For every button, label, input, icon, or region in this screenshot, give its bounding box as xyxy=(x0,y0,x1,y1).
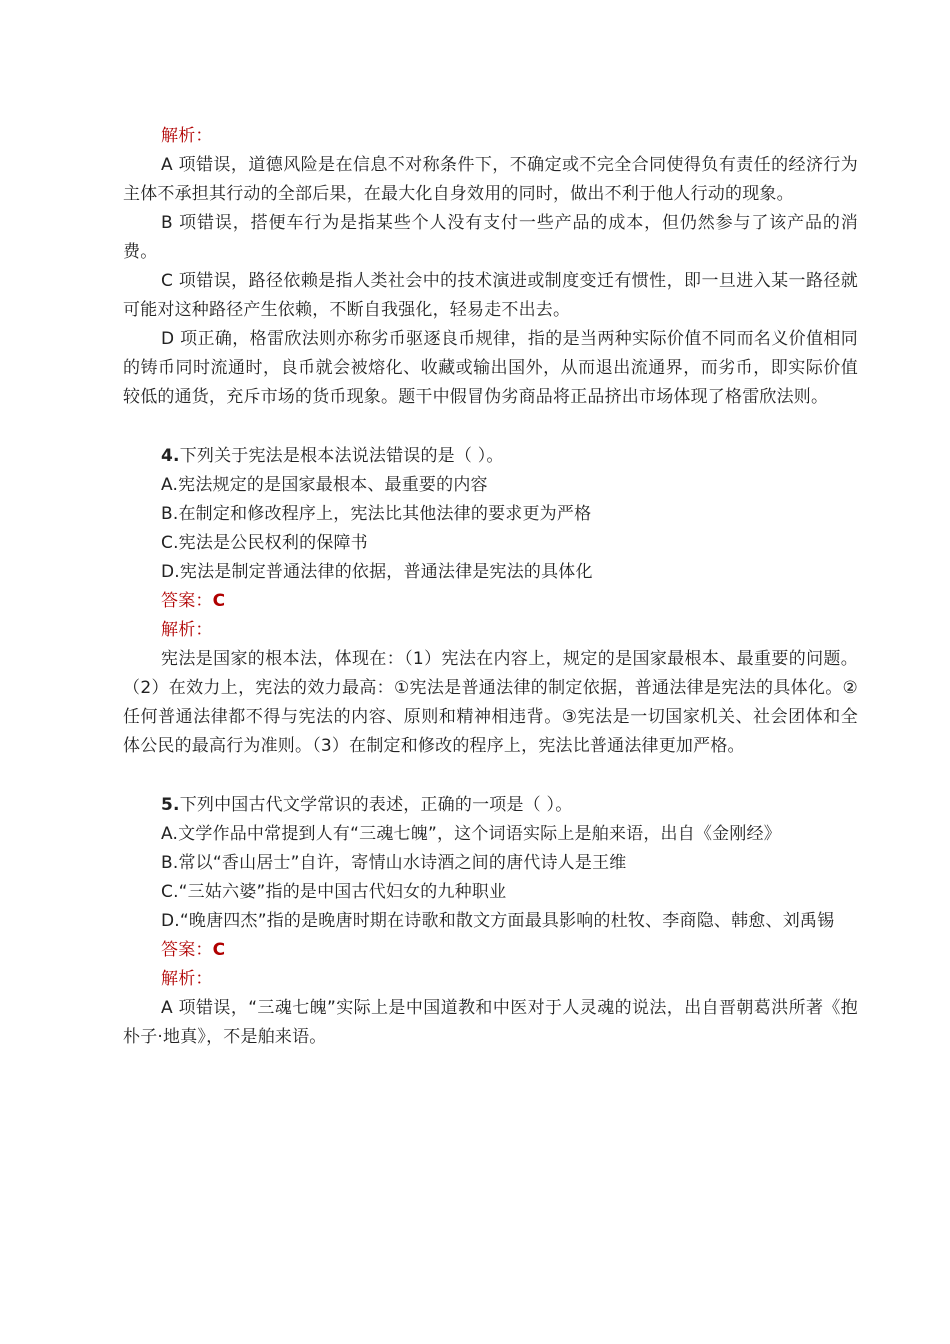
question-4-analysis-label: 解析： xyxy=(161,620,213,640)
question-text: 下列关于宪法是根本法说法错误的是（ ）。 xyxy=(179,446,504,466)
question-5-option-a: A.文学作品中常提到人有“三魂七魄”，这个词语实际上是舶来语，出自《金刚经》 xyxy=(161,824,781,844)
question-number: 4. xyxy=(161,446,180,466)
question-5-analysis: A 项错误，“三魂七魄”实际上是中国道教和中医对于人灵魂的说法，出自晋朝葛洪所著《抱朴子·地真》，不是舶来语。 xyxy=(123,998,858,1047)
question-4-answer xyxy=(123,587,858,616)
document-content xyxy=(123,122,858,1052)
question-4-option-d: D.宪法是制定普通法律的依据，普通法律是宪法的具体化 xyxy=(161,562,593,582)
question-text: 下列中国古代文学常识的表述，正确的一项是（ ）。 xyxy=(179,795,573,815)
question-5-option-c: C.“三姑六婆”指的是中国古代妇女的九种职业 xyxy=(161,882,507,902)
question-5-stem xyxy=(123,791,858,820)
question-4-option-c: C.宪法是公民权利的保障书 xyxy=(161,533,368,553)
question-4-option-a: A.宪法规定的是国家最根本、最重要的内容 xyxy=(161,475,488,495)
answer-label: 答案： xyxy=(161,940,213,960)
analysis-label: 解析： xyxy=(161,126,213,146)
spacer xyxy=(123,412,858,442)
analysis-paragraph-c: C 项错误，路径依赖是指人类社会中的技术演进或制度变迁有惯性，即一旦进入某一路径就可能对这种路径产生依赖，不断自我强化，轻易走不出去。 xyxy=(123,271,858,320)
answer-label: 答案： xyxy=(161,591,213,611)
analysis-paragraph-a: A 项错误，道德风险是在信息不对称条件下，不确定或不完全合同使得负有责任的经济行为主体不承担其行动的全部后果，在最大化自身效用的同时，做出不利于他人行动的现象。 xyxy=(123,155,858,204)
spacer xyxy=(123,761,858,791)
question-5-analysis-label: 解析： xyxy=(161,969,213,989)
question-4-stem xyxy=(123,442,858,471)
question-4-option-b: B.在制定和修改程序上，宪法比其他法律的要求更为严格 xyxy=(161,504,592,524)
answer-value: C xyxy=(212,940,226,960)
question-4-analysis: 宪法是国家的根本法，体现在：（1）宪法在内容上，规定的是国家最根本、最重要的问题。（2）在效力上，宪法的效力最高：①宪法是普通法律的制定依据，普通法律是宪法的具体化。②任何普通法律都不得与宪法的内容、原则和精神相违背。③宪法是一切国家机关、社会团体和全体公民的最高行为准则。（3）在制定和修改的程序上，宪法比普通法律更加严格。 xyxy=(123,649,858,756)
question-number: 5. xyxy=(161,795,180,815)
question-5-option-d: D.“晚唐四杰”指的是晚唐时期在诗歌和散文方面最具影响的杜牧、李商隐、韩愈、刘禹锡 xyxy=(161,911,835,931)
question-5-answer xyxy=(123,936,858,965)
analysis-paragraph-b: B 项错误，搭便车行为是指某些个人没有支付一些产品的成本，但仍然参与了该产品的消费。 xyxy=(123,213,858,262)
question-5-option-b: B.常以“香山居士”自许，寄情山水诗酒之间的唐代诗人是王维 xyxy=(161,853,627,873)
answer-value: C xyxy=(212,591,226,611)
analysis-paragraph-d: D 项正确，格雷欣法则亦称劣币驱逐良币规律，指的是当两种实际价值不同而名义价值相同的铸币同时流通时，良币就会被熔化、收藏或输出国外，从而退出流通界，而劣币，即实际价值较低的通货，充斥市场的货币现象。题干中假冒伪劣商品将正品挤出市场体现了格雷欣法则。 xyxy=(123,329,858,407)
